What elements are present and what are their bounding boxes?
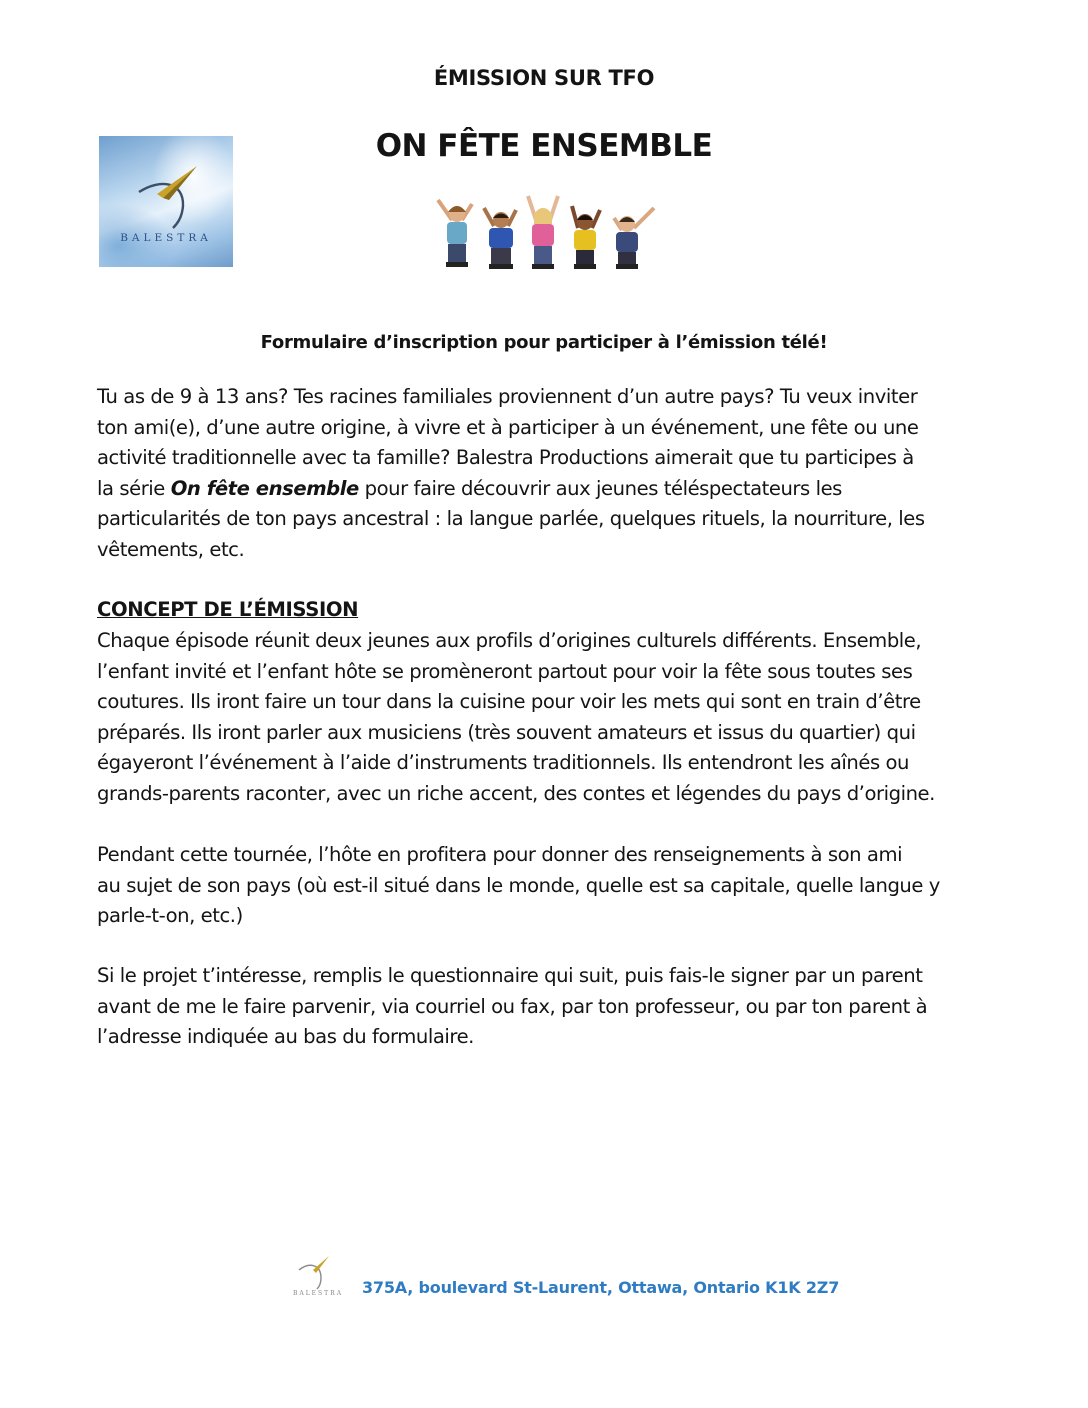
intro-line-text: la série bbox=[97, 476, 171, 500]
page-title: ON FÊTE ENSEMBLE bbox=[375, 128, 713, 164]
tour-line: au sujet de son pays (où est-il situé dans le monde, quelle est sa capitale, quelle langue y bbox=[97, 873, 940, 897]
form-heading: Formulaire d’inscription pour participer à l’émission télé! bbox=[260, 332, 828, 353]
footer-logo-icon bbox=[285, 1252, 351, 1298]
tour-line: parle-t-on, etc.) bbox=[97, 904, 243, 928]
concept-line: l’enfant invité et l’enfant hôte se promèneront partout pour voir la fête sous toutes ses bbox=[97, 659, 913, 683]
program-label: ÉMISSION SUR TFO bbox=[433, 66, 655, 90]
series-title-emphasis: On fête ensemble bbox=[170, 476, 359, 500]
tour-line: Pendant cette tournée, l’hôte en profitera pour donner des renseignements à son ami bbox=[97, 843, 903, 866]
intro-line: activité traditionnelle avec ta famille? Balestra Productions aimerait que tu participes à bbox=[97, 446, 914, 470]
concept-paragraph bbox=[97, 626, 1002, 810]
concept-line: égayeront l’événement à l’aide d’instruments traditionnels. Ils entendront les aînés ou bbox=[97, 751, 910, 775]
intro-line: particularités de ton pays ancestral : la langue parlée, quelques rituels, la nourriture, les bbox=[97, 507, 925, 531]
intro-line: vêtements, etc. bbox=[97, 537, 245, 561]
children-jumping-image-icon bbox=[432, 190, 660, 270]
logo-wordmark: BALESTRA bbox=[120, 232, 212, 244]
intro-line-text: pour faire découvrir aux jeunes téléspectateurs les bbox=[358, 476, 842, 500]
concept-heading: CONCEPT DE L’ÉMISSION bbox=[97, 598, 359, 621]
balestra-swoosh-logo-icon bbox=[99, 136, 233, 267]
concept-line: préparés. Ils iront parler aux musiciens (très souvent amateurs et issus du quartier) qui bbox=[97, 720, 916, 744]
sign-line: l’adresse indiquée au bas du formulaire. bbox=[97, 1025, 474, 1049]
concept-line: Chaque épisode réunit deux jeunes aux profils d’origines culturels différents. Ensemble, bbox=[97, 629, 922, 652]
footer-address: 375A, boulevard St-Laurent, Ottawa, Ontario K1K 2Z7 bbox=[362, 1278, 840, 1297]
tour-paragraph bbox=[97, 840, 1002, 932]
sign-paragraph bbox=[97, 961, 1002, 1053]
concept-line: grands-parents raconter, avec un riche accent, des contes et légendes du pays d’origine. bbox=[97, 781, 935, 805]
intro-line: ton ami(e), d’une autre origine, à vivre et à participer à un événement, une fête ou une bbox=[97, 415, 919, 439]
intro-line bbox=[97, 474, 1002, 505]
concept-line: coutures. Ils iront faire un tour dans la cuisine pour voir les mets qui sont en train d’être bbox=[97, 690, 921, 714]
sign-line: avant de me le faire parvenir, via courriel ou fax, par ton professeur, ou par ton parent à bbox=[97, 994, 928, 1018]
intro-paragraph bbox=[97, 382, 1002, 566]
footer-logo-wordmark: BALESTRA bbox=[292, 1290, 344, 1297]
balestra-logo bbox=[99, 136, 233, 267]
sign-line: Si le projet t’intéresse, remplis le questionnaire qui suit, puis fais-le signer par un parent bbox=[97, 964, 923, 987]
intro-line: Tu as de 9 à 13 ans? Tes racines familiales proviennent d’un autre pays? Tu veux inviter bbox=[97, 385, 918, 408]
